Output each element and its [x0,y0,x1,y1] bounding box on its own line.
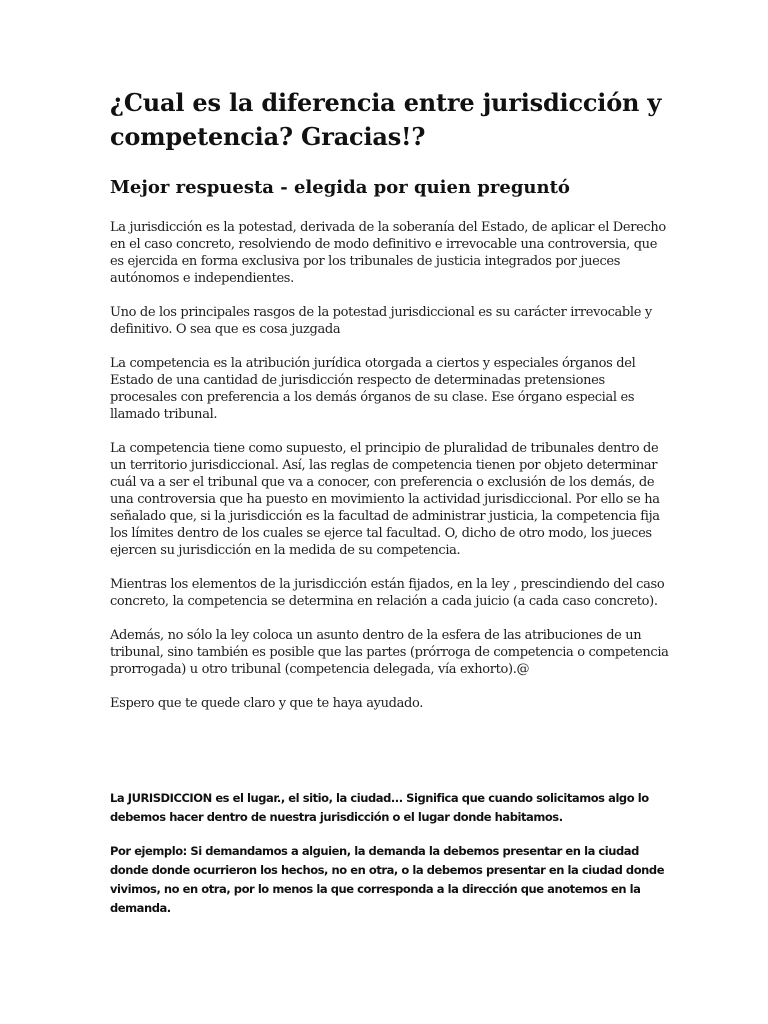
answer-paragraph: La competencia es la atribución jurídica otorgada a ciertos y especiales órganos del Estado de una cantidad de jurisdicción respecto de determinadas pretensiones procesales con preferencia a los demás órganos de su clase. Ese órgano especial es llamado tribunal. [110,356,636,422]
answer-paragraph: Espero que te quede claro y que te haya ayudado. [110,696,424,711]
answer-paragraph: Mientras los elementos de la jurisdicción están fijados, en la ley , prescindiendo del caso concreto, la competencia se determina en relación a cada juicio (a cada caso concreto). [110,577,665,609]
second-answer-paragraph: La JURISDICCION es el lugar., el sitio, la ciudad... Significa que cuando solicitamos algo lo debemos hacer dentro de nuestra jurisdicción o el lugar donde habitamos. [110,791,649,824]
best-answer [110,219,670,712]
answer-paragraph: La competencia tiene como supuesto, el principio de pluralidad de tribunales dentro de un territorio jurisdiccional. Así, las reglas de competencia tienen por objeto determinar cuál va a ser el tribunal que va a conocer, con preferencia o exclusión de los demás, de una controversia que ha puesto en movimiento la actividad jurisdiccional. Por ello se ha señalado que, si la jurisdicción es la facultad de administrar justicia, la competencia fija los límites dentro de los cuales se ejerce tal facultad. O, dicho de otro modo, los jueces ejercen su jurisdicción en la medida de su competencia. [110,441,660,558]
best-answer-heading: Mejor respuesta - elegida por quien preguntó [110,177,570,198]
page-title: ¿Cual es la diferencia entre jurisdicción y competencia? Gracias!? [110,88,662,151]
second-answer-paragraph: Por ejemplo: Si demandamos a alguien, la demanda la debemos presentar en la ciudad donde donde ocurrieron los hechos, no en otra, o la debemos presentar en la ciudad donde vivimos, no en otra, por lo menos la que corresponda a la dirección que anotemos en la demanda. [110,844,665,915]
answer-paragraph: Además, no sólo la ley coloca un asunto dentro de la esfera de las atribuciones de un tribunal, sino también es posible que las partes (prórroga de competencia o competencia prorrogada) u otro tribunal (competencia delegada, vía exhorto).@ [110,628,669,677]
second-answer [110,789,670,933]
answer-paragraph: Uno de los principales rasgos de la potestad jurisdiccional es su carácter irrevocable y definitivo. O sea que es cosa juzgada [110,305,652,337]
document-body [110,86,670,729]
answer-paragraph: La jurisdicción es la potestad, derivada de la soberanía del Estado, de aplicar el Derecho en el caso concreto, resolviendo de modo definitivo e irrevocable una controversia, que es ejercida en forma exclusiva por los tribunales de justicia integrados por jueces autónomos e independientes. [110,220,666,286]
